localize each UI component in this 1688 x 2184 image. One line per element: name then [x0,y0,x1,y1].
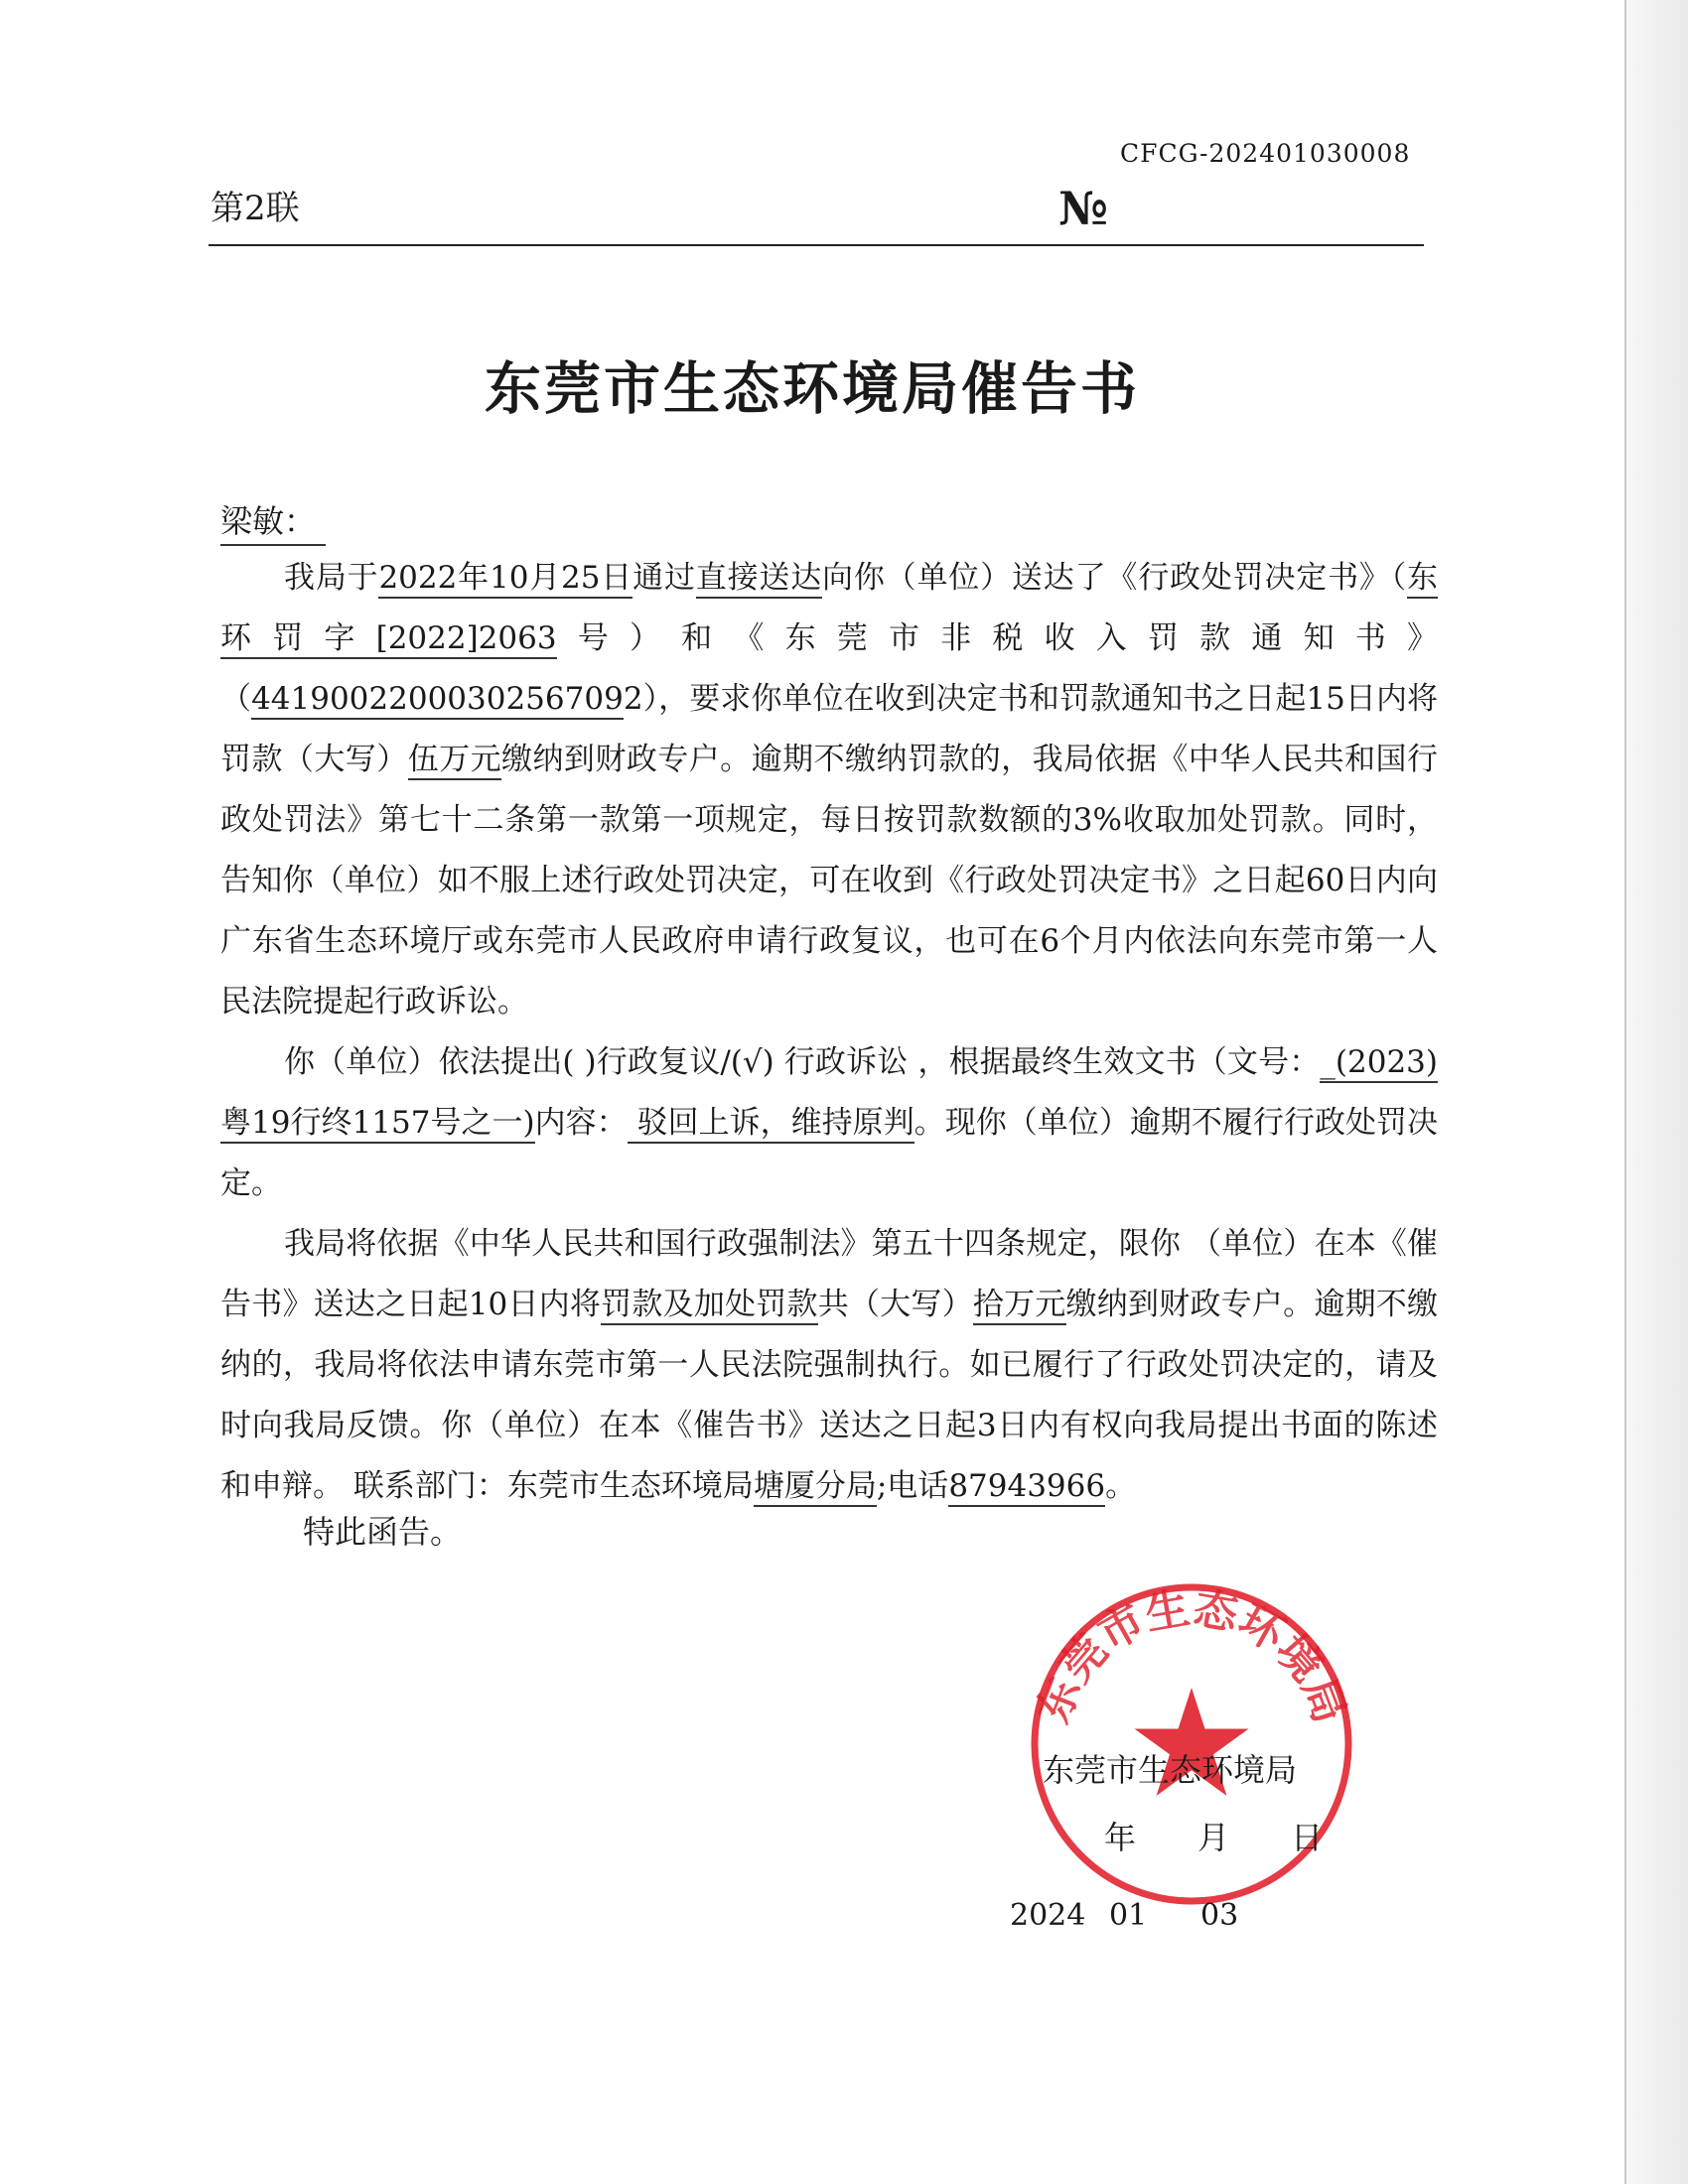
paragraph-1 [220,548,1438,1032]
paragraph-3 [220,1214,1438,1517]
document-title: 东莞市生态环境局催告书 [485,355,1140,422]
total-amount: 拾万元 [973,1287,1066,1325]
p1-text-1: 我局于 [284,560,379,596]
signing-authority: 东莞市生态环境局 [1043,1751,1298,1789]
delivery-method: 直接送达 [696,560,822,599]
p3-text-5: 。 [1105,1468,1137,1504]
year-value: 2024 [1010,1898,1086,1933]
day-label: 日 [1291,1819,1324,1856]
recipient-name: 梁敏： [220,496,326,546]
date-values [1010,1898,1238,1933]
p3-text-2: 共（大写） [817,1287,973,1322]
notice-number: 4419002200030256709 [251,681,624,720]
paragraph-2 [220,1032,1438,1214]
judgment-number: _(2023)粤19行终1157号之一) [220,1044,1438,1144]
p1-text-5: 缴纳到财政专户。逾期不缴纳罚款的，我局依据《中华人民共和国行政处罚法》第七十二条第一款第一项规定，每日按罚款数额的3%收取加处罚款。同时，告知你（单位）如不服上述行政处罚决定，可在收到《行政处罚决定书》之日起60日内向广东省生态环境厅或东莞市人民政府申请行政复议，也可在6个月内依法向东莞市第一人民法院提起行政诉讼。 [220,742,1439,1020]
contact-department: 塘厦分局 [754,1468,877,1507]
judgment-content: 驳回上诉，维持原判 [628,1105,914,1144]
day-value: 03 [1200,1898,1239,1933]
p1-text-3: 向你（单位）送达了《行政处罚决定书》（ [822,560,1408,596]
copy-label: 第2联 [211,189,300,228]
penalty-item: 罚款及加处罚款 [601,1287,818,1325]
p3-text-3: 缴纳到财政专户。逾期不缴纳的，我局将依法申请东莞市第一人民法院强制执行。如已履行了行政处罚决定的，请及时向我局反馈。你（单位）在本《催告书》送达之日起3日内有权向我局提出书面的陈述和申辩。 联系部门：东莞市生态环境局 [220,1287,1439,1504]
number-mark: № [1058,182,1108,235]
month-label: 月 [1197,1819,1230,1856]
document-id: CFCG-202401030008 [1120,139,1411,168]
decision-number: 东环罚字[2022]2063 [220,560,1438,659]
p3-text-4: ;电话 [876,1468,949,1504]
fine-amount: 伍万元 [408,742,501,780]
p1-text-4: 号）和《东莞市非税收入罚款通知书》（ [220,620,1438,717]
p2-text-2: 内容： [534,1105,628,1141]
delivery-date: 2022年10月25日 [378,560,633,599]
p1-text-4b: 2），要求你单位在收到决定书和罚款通知书之日起15日内将罚款（大写） [220,681,1438,777]
contact-phone: 87943966 [948,1468,1105,1507]
page-edge [1624,0,1688,2184]
seal-text: 东莞市生态环境局 [1028,1582,1355,1730]
date-labels [1104,1813,1323,1858]
p1-text-2: 通过 [633,560,696,596]
p2-text-1: 你（单位）依法提出( )行政复议/(√) 行政诉讼 ，根据最终生效文书（文号： [284,1044,1321,1080]
year-label: 年 [1104,1819,1137,1856]
month-value: 01 [1109,1898,1148,1933]
p2-text-3: 。现你（单位）逾期不履行行政处罚决定。 [220,1105,1439,1201]
body-text [220,548,1438,1517]
header-rule [209,244,1424,246]
closing-text: 特此函告。 [303,1513,463,1551]
p3-text-1: 我局将依据《中华人民共和国行政强制法》第五十四条规定，限你 （单位）在本《催告书》送达之日起10日内将 [220,1226,1438,1322]
official-seal [1028,1580,1355,1908]
